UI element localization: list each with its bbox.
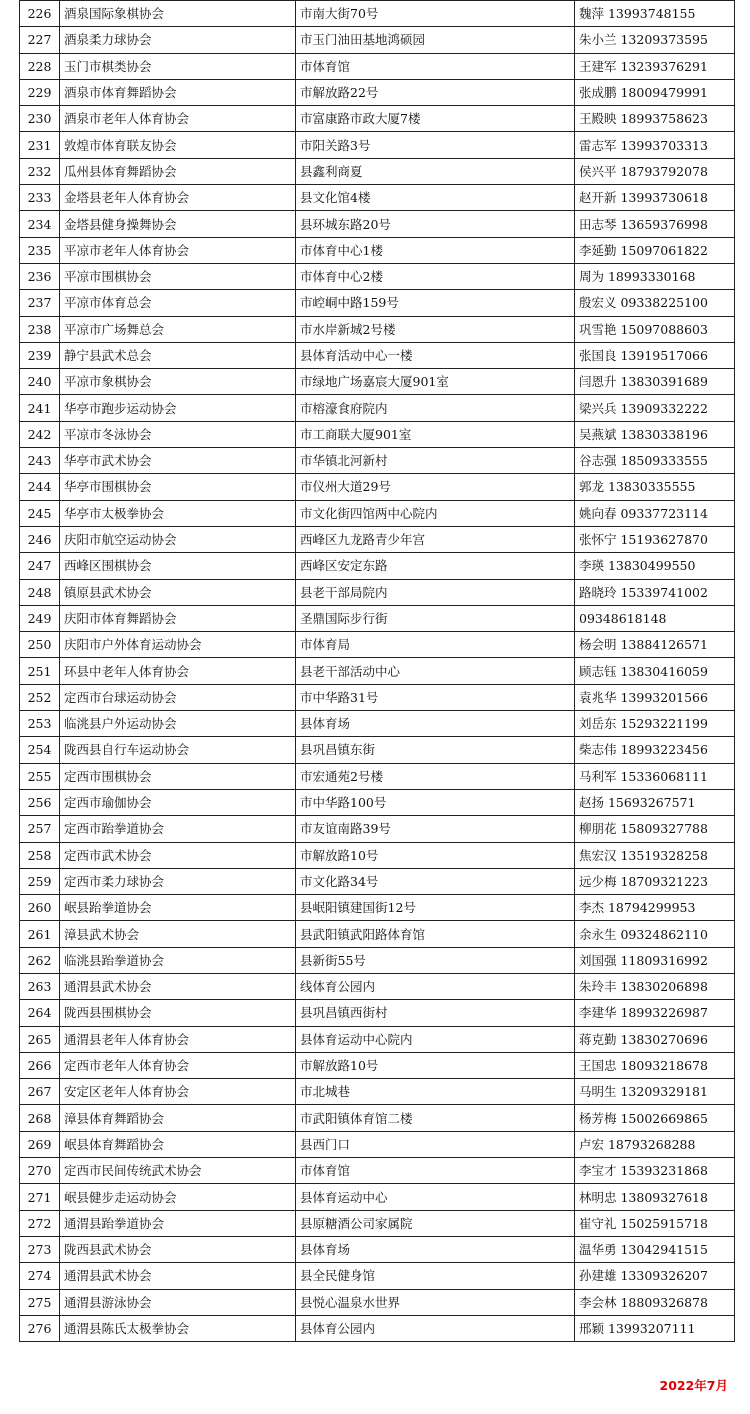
contact-person-phone: 温华勇 13042941515 — [575, 1236, 735, 1262]
association-name: 漳县体育舞蹈协会 — [60, 1105, 296, 1131]
association-name: 临洮县跆拳道协会 — [60, 947, 296, 973]
contact-person-phone: 梁兴兵 13909332222 — [575, 395, 735, 421]
row-number: 258 — [20, 842, 60, 868]
contact-person-phone: 蒋克勤 13830270696 — [575, 1026, 735, 1052]
contact-person-phone: 路晓玲 15339741002 — [575, 579, 735, 605]
contact-person-phone: 孙建雄 13309326207 — [575, 1263, 735, 1289]
association-address: 市阳关路3号 — [296, 132, 575, 158]
association-name: 庆阳市体育舞蹈协会 — [60, 605, 296, 631]
contact-person-phone: 柴志伟 18993223456 — [575, 737, 735, 763]
row-number: 249 — [20, 605, 60, 631]
footer-date: 2022年7月 — [659, 1378, 728, 1393]
contact-person-phone: 田志琴 13659376998 — [575, 211, 735, 237]
row-number: 253 — [20, 711, 60, 737]
association-name: 平凉市体育总会 — [60, 290, 296, 316]
contact-person-phone: 李宝才 15393231868 — [575, 1158, 735, 1184]
contact-person-phone: 殷宏义 09338225100 — [575, 290, 735, 316]
contact-person-phone: 杨芳梅 15002669865 — [575, 1105, 735, 1131]
table-row — [20, 237, 735, 263]
association-address: 市解放路10号 — [296, 1052, 575, 1078]
row-number: 238 — [20, 316, 60, 342]
row-number: 267 — [20, 1079, 60, 1105]
row-number: 241 — [20, 395, 60, 421]
association-name: 陇西县围棋协会 — [60, 1000, 296, 1026]
row-number: 229 — [20, 79, 60, 105]
row-number: 274 — [20, 1263, 60, 1289]
contact-person-phone: 赵开新 13993730618 — [575, 185, 735, 211]
association-address: 县体育场 — [296, 711, 575, 737]
row-number: 275 — [20, 1289, 60, 1315]
row-number: 230 — [20, 106, 60, 132]
row-number: 254 — [20, 737, 60, 763]
contact-person-phone: 王建军 13239376291 — [575, 53, 735, 79]
association-name: 华亭市跑步运动协会 — [60, 395, 296, 421]
row-number: 247 — [20, 553, 60, 579]
table-row — [20, 895, 735, 921]
association-address: 市工商联大厦901室 — [296, 421, 575, 447]
row-number: 233 — [20, 185, 60, 211]
association-name: 瓜州县体育舞蹈协会 — [60, 158, 296, 184]
table-row — [20, 947, 735, 973]
table-row — [20, 1052, 735, 1078]
association-name: 金塔县健身操舞协会 — [60, 211, 296, 237]
row-number: 243 — [20, 448, 60, 474]
association-address: 市中华路100号 — [296, 789, 575, 815]
row-number: 234 — [20, 211, 60, 237]
association-name: 通渭县武术协会 — [60, 1263, 296, 1289]
contact-person-phone: 李杰 18794299953 — [575, 895, 735, 921]
table-row — [20, 1, 735, 27]
contact-person-phone: 刘国强 11809316992 — [575, 947, 735, 973]
row-number: 227 — [20, 27, 60, 53]
association-address: 县体育公园内 — [296, 1315, 575, 1341]
association-name: 平凉市老年人体育协会 — [60, 237, 296, 263]
association-name: 庆阳市户外体育运动协会 — [60, 632, 296, 658]
row-number: 261 — [20, 921, 60, 947]
association-name: 定西市民间传统武术协会 — [60, 1158, 296, 1184]
association-address: 县鑫利商夏 — [296, 158, 575, 184]
association-address: 县岷阳镇建国街12号 — [296, 895, 575, 921]
row-number: 256 — [20, 789, 60, 815]
contact-person-phone: 雷志军 13993703313 — [575, 132, 735, 158]
association-address: 市体育馆 — [296, 1158, 575, 1184]
table-row — [20, 1000, 735, 1026]
contact-person-phone: 刘岳东 15293221199 — [575, 711, 735, 737]
table-row — [20, 711, 735, 737]
table-row — [20, 369, 735, 395]
association-name: 西峰区围棋协会 — [60, 553, 296, 579]
association-name: 岷县健步走运动协会 — [60, 1184, 296, 1210]
association-name: 定西市武术协会 — [60, 842, 296, 868]
association-name: 岷县跆拳道协会 — [60, 895, 296, 921]
contact-person-phone: 魏萍 13993748155 — [575, 1, 735, 27]
row-number: 263 — [20, 973, 60, 999]
row-number: 257 — [20, 816, 60, 842]
contact-person-phone: 余永生 09324862110 — [575, 921, 735, 947]
contact-person-phone: 姚向春 09337723114 — [575, 500, 735, 526]
table-row — [20, 1289, 735, 1315]
contact-person-phone: 顾志钰 13830416059 — [575, 658, 735, 684]
table-row — [20, 658, 735, 684]
association-address: 县环城东路20号 — [296, 211, 575, 237]
row-number: 272 — [20, 1210, 60, 1236]
association-name: 酒泉柔力球协会 — [60, 27, 296, 53]
contact-person-phone: 袁兆华 13993201566 — [575, 684, 735, 710]
table-row — [20, 53, 735, 79]
contact-person-phone: 李会林 18809326878 — [575, 1289, 735, 1315]
row-number: 237 — [20, 290, 60, 316]
table-row — [20, 632, 735, 658]
association-name: 定西市围棋协会 — [60, 763, 296, 789]
table-row — [20, 1236, 735, 1262]
association-address: 市友谊南路39号 — [296, 816, 575, 842]
contact-person-phone: 周为 18993330168 — [575, 263, 735, 289]
association-address: 县体育运动中心院内 — [296, 1026, 575, 1052]
row-number: 273 — [20, 1236, 60, 1262]
association-address: 市华镇北河新村 — [296, 448, 575, 474]
table-row — [20, 684, 735, 710]
association-name: 定西市瑜伽协会 — [60, 789, 296, 815]
association-address: 市体育中心2楼 — [296, 263, 575, 289]
table-row — [20, 395, 735, 421]
association-address: 县悦心温泉水世界 — [296, 1289, 575, 1315]
row-number: 269 — [20, 1131, 60, 1157]
association-name: 华亭市围棋协会 — [60, 474, 296, 500]
contact-person-phone: 林明忠 13809327618 — [575, 1184, 735, 1210]
contact-person-phone: 李延勤 15097061822 — [575, 237, 735, 263]
association-name: 庆阳市航空运动协会 — [60, 526, 296, 552]
row-number: 265 — [20, 1026, 60, 1052]
association-address: 县体育运动中心 — [296, 1184, 575, 1210]
row-number: 266 — [20, 1052, 60, 1078]
table-row — [20, 290, 735, 316]
association-name: 镇原县武术协会 — [60, 579, 296, 605]
table-row — [20, 1158, 735, 1184]
contact-person-phone: 邢颖 13993207111 — [575, 1315, 735, 1341]
contact-person-phone: 远少梅 18709321223 — [575, 868, 735, 894]
association-name: 环县中老年人体育协会 — [60, 658, 296, 684]
association-name: 通渭县游泳协会 — [60, 1289, 296, 1315]
table-row — [20, 842, 735, 868]
table-row — [20, 1105, 735, 1131]
association-name: 通渭县武术协会 — [60, 973, 296, 999]
association-address: 市绿地广场嘉宸大厦901室 — [296, 369, 575, 395]
row-number: 271 — [20, 1184, 60, 1210]
row-number: 231 — [20, 132, 60, 158]
association-name: 通渭县跆拳道协会 — [60, 1210, 296, 1236]
association-address: 市体育馆 — [296, 53, 575, 79]
contact-person-phone: 张怀宁 15193627870 — [575, 526, 735, 552]
association-address: 市体育中心1楼 — [296, 237, 575, 263]
association-name: 通渭县陈氏太极拳协会 — [60, 1315, 296, 1341]
row-number: 240 — [20, 369, 60, 395]
association-address: 县老干部局院内 — [296, 579, 575, 605]
association-address: 市榕濠食府院内 — [296, 395, 575, 421]
table-row — [20, 579, 735, 605]
table-row — [20, 1184, 735, 1210]
contact-person-phone: 张成鹏 18009479991 — [575, 79, 735, 105]
association-address: 市仪州大道29号 — [296, 474, 575, 500]
association-name: 华亭市武术协会 — [60, 448, 296, 474]
contact-person-phone: 王殿映 18993758623 — [575, 106, 735, 132]
table-row — [20, 474, 735, 500]
table-row — [20, 500, 735, 526]
table-row — [20, 316, 735, 342]
association-address: 县武阳镇武阳路体育馆 — [296, 921, 575, 947]
table-row — [20, 1315, 735, 1341]
row-number: 268 — [20, 1105, 60, 1131]
contact-person-phone: 杨会明 13884126571 — [575, 632, 735, 658]
row-number: 242 — [20, 421, 60, 447]
association-name: 临洮县户外运动协会 — [60, 711, 296, 737]
association-name: 漳县武术协会 — [60, 921, 296, 947]
row-number: 236 — [20, 263, 60, 289]
association-address: 西峰区安定东路 — [296, 553, 575, 579]
table-row — [20, 553, 735, 579]
row-number: 239 — [20, 342, 60, 368]
association-address: 市玉门油田基地鸿硕园 — [296, 27, 575, 53]
association-address: 县原糖酒公司家属院 — [296, 1210, 575, 1236]
table-row — [20, 211, 735, 237]
contact-person-phone: 赵扬 15693267571 — [575, 789, 735, 815]
association-name: 酒泉市体育舞蹈协会 — [60, 79, 296, 105]
table-row — [20, 1026, 735, 1052]
contact-person-phone: 马利军 15336068111 — [575, 763, 735, 789]
row-number: 246 — [20, 526, 60, 552]
row-number: 235 — [20, 237, 60, 263]
association-address: 县体育场 — [296, 1236, 575, 1262]
association-name: 定西市跆拳道协会 — [60, 816, 296, 842]
table-row — [20, 1131, 735, 1157]
association-name: 酒泉国际象棋协会 — [60, 1, 296, 27]
table-row — [20, 263, 735, 289]
contact-person-phone: 谷志强 18509333555 — [575, 448, 735, 474]
association-address: 县全民健身馆 — [296, 1263, 575, 1289]
association-address: 线体育公园内 — [296, 973, 575, 999]
association-address: 市解放路10号 — [296, 842, 575, 868]
association-address: 市体育局 — [296, 632, 575, 658]
association-name: 定西市柔力球协会 — [60, 868, 296, 894]
table-row — [20, 132, 735, 158]
association-name: 玉门市棋类协会 — [60, 53, 296, 79]
association-name: 平凉市象棋协会 — [60, 369, 296, 395]
contact-person-phone: 马明生 13209329181 — [575, 1079, 735, 1105]
contact-person-phone: 朱玲丰 13830206898 — [575, 973, 735, 999]
row-number: 262 — [20, 947, 60, 973]
table-row — [20, 1263, 735, 1289]
contact-person-phone: 王国忠 18093218678 — [575, 1052, 735, 1078]
table-row — [20, 1210, 735, 1236]
association-address: 市北城巷 — [296, 1079, 575, 1105]
association-address: 县巩昌镇西街村 — [296, 1000, 575, 1026]
contact-person-phone: 焦宏汉 13519328258 — [575, 842, 735, 868]
association-address: 市文化路34号 — [296, 868, 575, 894]
row-number: 255 — [20, 763, 60, 789]
association-name: 通渭县老年人体育协会 — [60, 1026, 296, 1052]
row-number: 248 — [20, 579, 60, 605]
association-address: 市宏通苑2号楼 — [296, 763, 575, 789]
association-address: 西峰区九龙路青少年宫 — [296, 526, 575, 552]
row-number: 276 — [20, 1315, 60, 1341]
contact-person-phone: 卢宏 18793268288 — [575, 1131, 735, 1157]
row-number: 244 — [20, 474, 60, 500]
table-row — [20, 526, 735, 552]
row-number: 251 — [20, 658, 60, 684]
table-row — [20, 158, 735, 184]
association-address: 县新街55号 — [296, 947, 575, 973]
association-name: 安定区老年人体育协会 — [60, 1079, 296, 1105]
association-name: 平凉市广场舞总会 — [60, 316, 296, 342]
association-address: 市南大街70号 — [296, 1, 575, 27]
association-address: 市中华路31号 — [296, 684, 575, 710]
association-address: 市富康路市政大厦7楼 — [296, 106, 575, 132]
association-name: 定西市老年人体育协会 — [60, 1052, 296, 1078]
table-row — [20, 763, 735, 789]
table-row — [20, 868, 735, 894]
table-row — [20, 106, 735, 132]
contact-person-phone: 朱小兰 13209373595 — [575, 27, 735, 53]
table-body — [20, 1, 735, 1342]
association-name: 酒泉市老年人体育协会 — [60, 106, 296, 132]
association-name: 华亭市太极拳协会 — [60, 500, 296, 526]
association-name: 陇西县武术协会 — [60, 1236, 296, 1262]
row-number: 228 — [20, 53, 60, 79]
association-address: 县文化馆4楼 — [296, 185, 575, 211]
row-number: 245 — [20, 500, 60, 526]
association-address: 市崆峒中路159号 — [296, 290, 575, 316]
contact-person-phone: 吴燕斌 13830338196 — [575, 421, 735, 447]
association-table — [19, 0, 735, 1342]
contact-person-phone: 09348618148 — [575, 605, 735, 631]
association-address: 县西门口 — [296, 1131, 575, 1157]
contact-person-phone: 张国良 13919517066 — [575, 342, 735, 368]
association-name: 敦煌市体育联友协会 — [60, 132, 296, 158]
row-number: 270 — [20, 1158, 60, 1184]
contact-person-phone: 巩雪艳 15097088603 — [575, 316, 735, 342]
table-row — [20, 816, 735, 842]
association-address: 市文化街四馆两中心院内 — [296, 500, 575, 526]
row-number: 264 — [20, 1000, 60, 1026]
table-row — [20, 79, 735, 105]
row-number: 259 — [20, 868, 60, 894]
contact-person-phone: 郭龙 13830335555 — [575, 474, 735, 500]
table-row — [20, 973, 735, 999]
table-row — [20, 737, 735, 763]
contact-person-phone: 柳朋花 15809327788 — [575, 816, 735, 842]
row-number: 232 — [20, 158, 60, 184]
table-row — [20, 789, 735, 815]
association-name: 平凉市冬泳协会 — [60, 421, 296, 447]
table-row — [20, 342, 735, 368]
table-row — [20, 921, 735, 947]
association-name: 金塔县老年人体育协会 — [60, 185, 296, 211]
association-name: 岷县体育舞蹈协会 — [60, 1131, 296, 1157]
association-name: 定西市台球运动协会 — [60, 684, 296, 710]
contact-person-phone: 闫恩升 13830391689 — [575, 369, 735, 395]
association-address: 县巩昌镇东街 — [296, 737, 575, 763]
table-row — [20, 185, 735, 211]
association-address: 市水岸新城2号楼 — [296, 316, 575, 342]
row-number: 226 — [20, 1, 60, 27]
row-number: 252 — [20, 684, 60, 710]
association-name: 静宁县武术总会 — [60, 342, 296, 368]
row-number: 260 — [20, 895, 60, 921]
table-row — [20, 27, 735, 53]
contact-person-phone: 崔守礼 15025915718 — [575, 1210, 735, 1236]
table-row — [20, 1079, 735, 1105]
association-address: 市武阳镇体育馆二楼 — [296, 1105, 575, 1131]
table-row — [20, 605, 735, 631]
row-number: 250 — [20, 632, 60, 658]
contact-person-phone: 李瑛 13830499550 — [575, 553, 735, 579]
contact-person-phone: 李建华 18993226987 — [575, 1000, 735, 1026]
table-row — [20, 448, 735, 474]
association-address: 县体育活动中心一楼 — [296, 342, 575, 368]
association-address: 市解放路22号 — [296, 79, 575, 105]
contact-person-phone: 侯兴平 18793792078 — [575, 158, 735, 184]
association-name: 陇西县自行车运动协会 — [60, 737, 296, 763]
association-address: 县老干部活动中心 — [296, 658, 575, 684]
association-name: 平凉市围棋协会 — [60, 263, 296, 289]
association-address: 圣鼎国际步行街 — [296, 605, 575, 631]
table-row — [20, 421, 735, 447]
